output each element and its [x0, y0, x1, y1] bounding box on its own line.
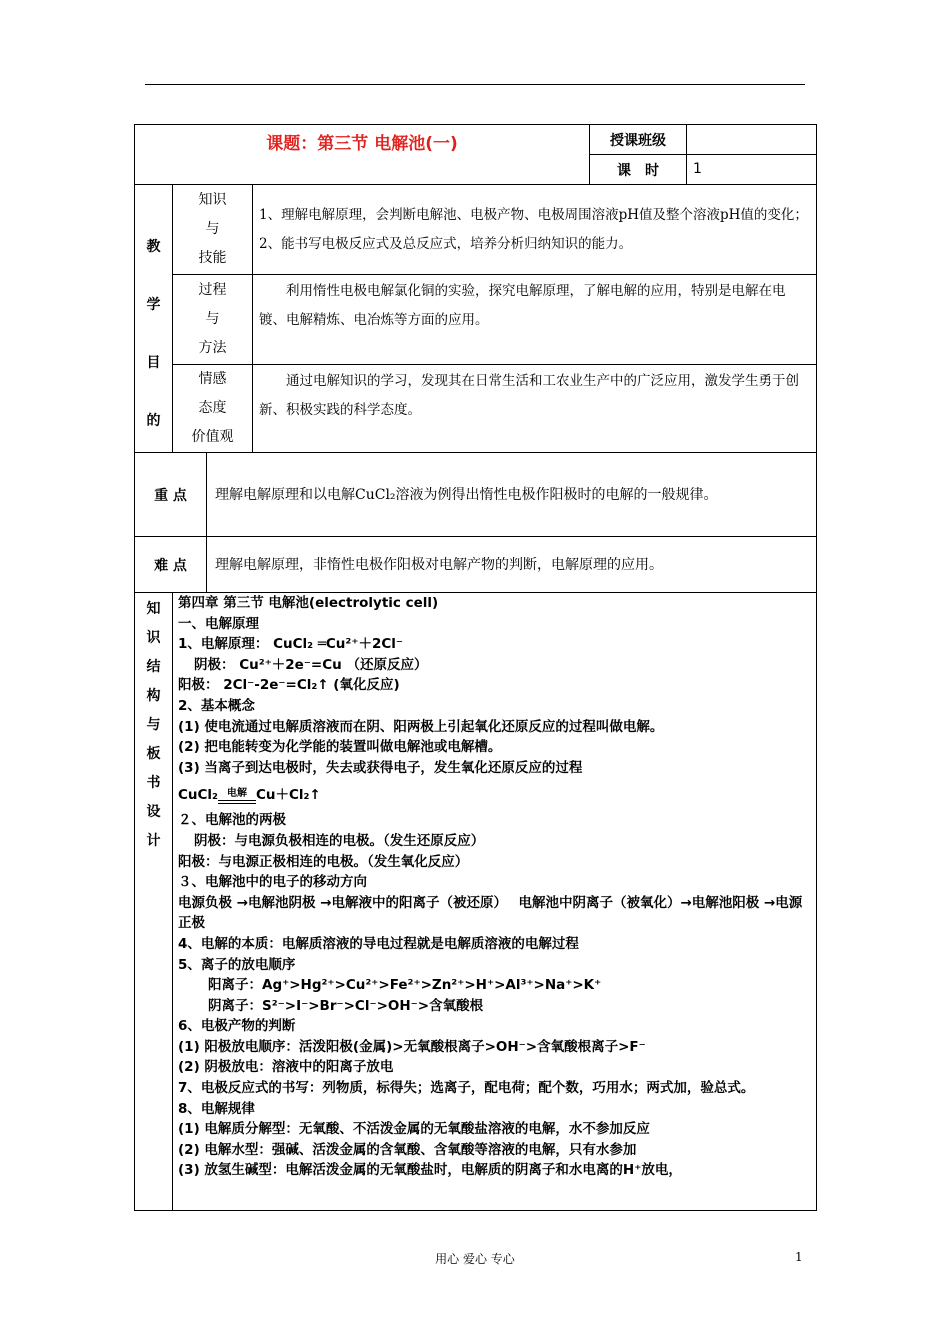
goal-process-text: 利用惰性电极电解氯化铜的实验，探究电解原理，了解电解的应用，特别是电解在电镀、电解精炼、电冶炼等方面的应用。: [253, 275, 817, 365]
goal-process-label: 过程 与 方法: [173, 275, 253, 365]
notes-line: 阴极： Cu²⁺＋2e⁻=Cu （还原反应）: [194, 656, 428, 673]
header-rule: [145, 84, 805, 85]
lesson-title: 课题：第三节 电解池(一): [135, 125, 590, 185]
notes-line: 1、电解原理： CuCl₂ ═Cu²⁺＋2Cl⁻: [178, 636, 403, 653]
notes-line: 阳极： 2Cl⁻-2e⁻=Cl₂↑ (氧化反应): [178, 677, 400, 694]
electrolysis-equation: [178, 778, 812, 810]
board-notes: [173, 593, 817, 1211]
goal-attitude-text: 通过电解知识的学习，发现其在日常生活和工农业生产中的广泛应用，激发学生勇于创新、积极实践的科学态度。: [253, 365, 817, 453]
notes-line: 阳离子：Ag⁺>Hg²⁺>Cu²⁺>Fe²⁺>Zn²⁺>H⁺>Al³⁺>Na⁺>K⁺: [208, 977, 602, 994]
goal-attitude-label: 情感 态度 价值观: [173, 365, 253, 453]
equation-arrow: [218, 788, 256, 810]
notes-line: ２、电解池的两极: [178, 812, 286, 829]
notes-label: 知 识 结 构 与 板 书 设 计: [135, 593, 173, 1211]
notes-line: 7、电极反应式的书写：列物质，标得失；选离子，配电荷；配个数，巧用水；两式加，验总式。: [178, 1080, 755, 1097]
goals-label: 教 学 目 的: [135, 185, 173, 453]
notes-line: 一、电解原理: [178, 615, 259, 632]
notes-line: (2) 把电能转变为化学能的装置叫做电解池或电解槽。: [178, 739, 502, 756]
notes-line: 第四章 第三节 电解池(electrolytic cell): [178, 595, 439, 611]
goal-knowledge-text: 1、理解电解原理，会判断电解池、电极产物、电极周围溶液pH值及整个溶液pH值的变化； 2、能书写电极反应式及总反应式，培养分析归纳知识的能力。: [253, 185, 817, 275]
difficult-text: 理解电解原理，非惰性电极作阳极对电解产物的判断，电解原理的应用。: [207, 537, 817, 593]
page-number: 1: [795, 1250, 803, 1264]
notes-line: (1) 阳极放电顺序：活泼阳极(金属)>无氧酸根离子>OH⁻>含氧酸根离子>F⁻: [178, 1038, 646, 1055]
goal-knowledge-label: 知识 与 技能: [173, 185, 253, 275]
equation-condition: 电解: [226, 788, 247, 800]
class-label: 授课班级: [590, 125, 687, 155]
hours-label: 课 时: [590, 155, 687, 185]
equation-right: Cu＋Cl₂↑: [255, 787, 321, 804]
key-label: 重 点: [135, 453, 207, 537]
notes-line: (1) 使电流通过电解质溶液而在阴、阳两极上引起氧化还原反应的过程叫做电解。: [178, 718, 664, 735]
notes-line: 电源负极 →电解池阴极 →电解液中的阳离子（被还原） 电解池中阴离子（被氧化）→电解池阳极 →电源正极: [178, 894, 803, 932]
notes-line: 阴极：与电源负极相连的电极。（发生还原反应）: [194, 832, 485, 849]
notes-line: 阳极：与电源正极相连的电极。（发生氧化反应）: [178, 853, 469, 870]
notes-line: 5、离子的放电顺序: [178, 956, 296, 973]
lesson-plan-table: [134, 124, 817, 1211]
notes-line: 8、电解规律: [178, 1100, 255, 1117]
hours-value: 1: [687, 155, 817, 185]
class-value: [687, 125, 817, 155]
key-text: 理解电解原理和以电解CuCl₂溶液为例得出惰性电极作阳极时的电解的一般规律。: [207, 453, 817, 537]
notes-line: 阴离子：S²⁻>I⁻>Br⁻>Cl⁻>OH⁻>含氧酸根: [208, 997, 484, 1014]
page-footer: 用心 爱心 专心: [435, 1252, 515, 1266]
difficult-label: 难 点: [135, 537, 207, 593]
notes-line: (2) 阴极放电：溶液中的阳离子放电: [178, 1059, 394, 1076]
notes-line: 2、基本概念: [178, 697, 255, 714]
notes-line: (2) 电解水型：强碱、活泼金属的含氧酸、含氧酸等溶液的电解，只有水参加: [178, 1141, 637, 1158]
notes-line: (3) 放氢生碱型：电解活泼金属的无氧酸盐时，电解质的阴离子和水电离的H⁺放电，: [178, 1162, 682, 1179]
notes-line: ３、电解池中的电子的移动方向: [178, 874, 367, 891]
notes-line: (3) 当离子到达电极时，失去或获得电子，发生氧化还原反应的过程: [178, 759, 583, 776]
notes-line: 6、电极产物的判断: [178, 1018, 296, 1035]
notes-line: (1) 电解质分解型：无氧酸、不活泼金属的无氧酸盐溶液的电解，水不参加反应: [178, 1121, 650, 1138]
equation-left: CuCl₂: [178, 787, 218, 804]
notes-line: 4、电解的本质：电解质溶液的导电过程就是电解质溶液的电解过程: [178, 935, 579, 952]
